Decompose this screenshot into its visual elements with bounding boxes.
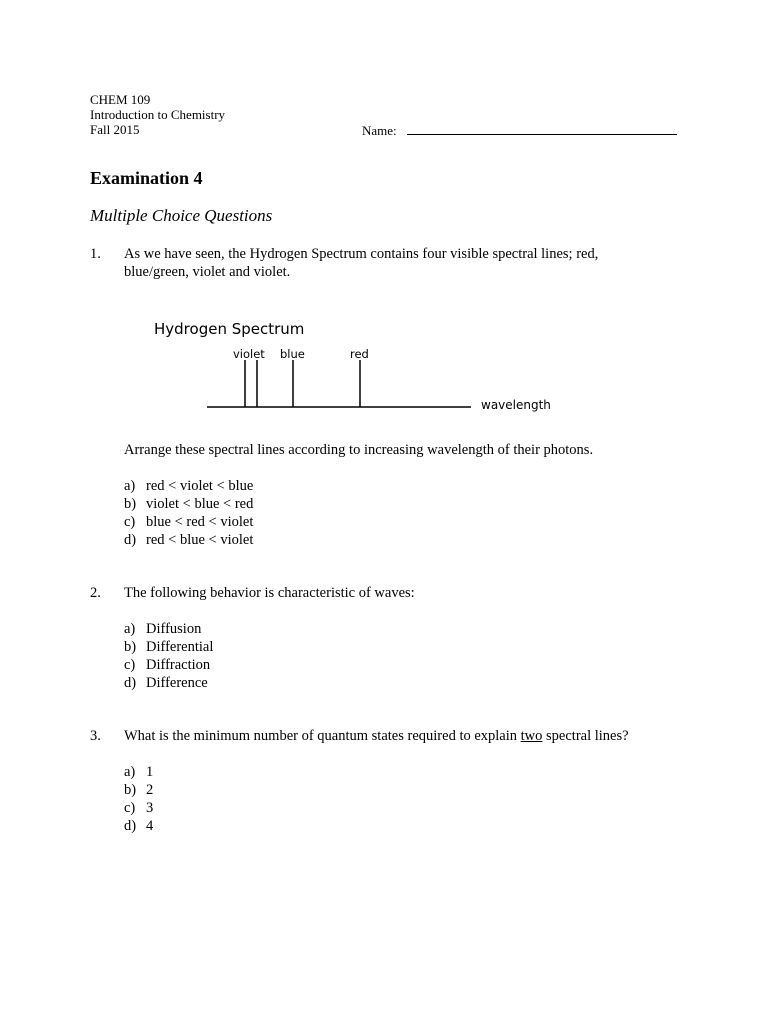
option-d[interactable]: d) Difference — [124, 675, 208, 691]
question-prompt: Arrange these spectral lines according to increasing wavelength of their photons. — [124, 442, 594, 458]
course-term: Fall 2015 — [90, 122, 140, 137]
name-field[interactable] — [407, 134, 677, 135]
question-text: What is the minimum number of quantum states required to explain two spectral lines? — [124, 728, 629, 744]
question-number: 1. — [90, 246, 101, 262]
options-list — [124, 763, 153, 835]
question-number: 2. — [90, 585, 101, 601]
option-b[interactable]: b) 2 — [124, 782, 154, 798]
option-c[interactable]: c) 3 — [124, 800, 154, 816]
option-d[interactable]: d) 4 — [124, 818, 154, 834]
option-c[interactable]: c) Diffraction — [124, 657, 211, 673]
section-title: Multiple Choice Questions — [90, 206, 273, 225]
emphasis-underlined: two — [520, 728, 543, 744]
name-label: Name: — [362, 123, 397, 138]
hydrogen-spectrum-figure — [150, 315, 570, 420]
option-a[interactable]: a) red < violet < blue — [124, 478, 254, 494]
axis-label-wavelength: wavelength — [481, 398, 551, 412]
question-number: 3. — [90, 728, 101, 744]
question-text: As we have seen, the Hydrogen Spectrum contains four visible spectral lines; red, — [124, 246, 599, 262]
options-list — [124, 620, 213, 692]
option-b[interactable]: b) violet < blue < red — [124, 496, 254, 512]
label-red: red — [350, 347, 369, 361]
question-text: The following behavior is characteristic of waves: — [124, 585, 415, 601]
course-name: Introduction to Chemistry — [90, 107, 226, 122]
option-a[interactable]: a) Diffusion — [124, 621, 202, 637]
course-code: CHEM 109 — [90, 92, 151, 107]
exam-title: Examination 4 — [90, 168, 203, 188]
option-c[interactable]: c) blue < red < violet — [124, 514, 254, 530]
question-text: blue/green, violet and violet. — [124, 264, 291, 280]
figure-title: Hydrogen Spectrum — [154, 320, 305, 338]
label-blue: blue — [280, 347, 305, 361]
label-violet: violet — [233, 347, 265, 361]
option-a[interactable]: a) 1 — [124, 764, 154, 780]
option-d[interactable]: d) red < blue < violet — [124, 532, 254, 548]
option-b[interactable]: b) Differential — [124, 639, 214, 655]
options-list — [124, 477, 253, 549]
